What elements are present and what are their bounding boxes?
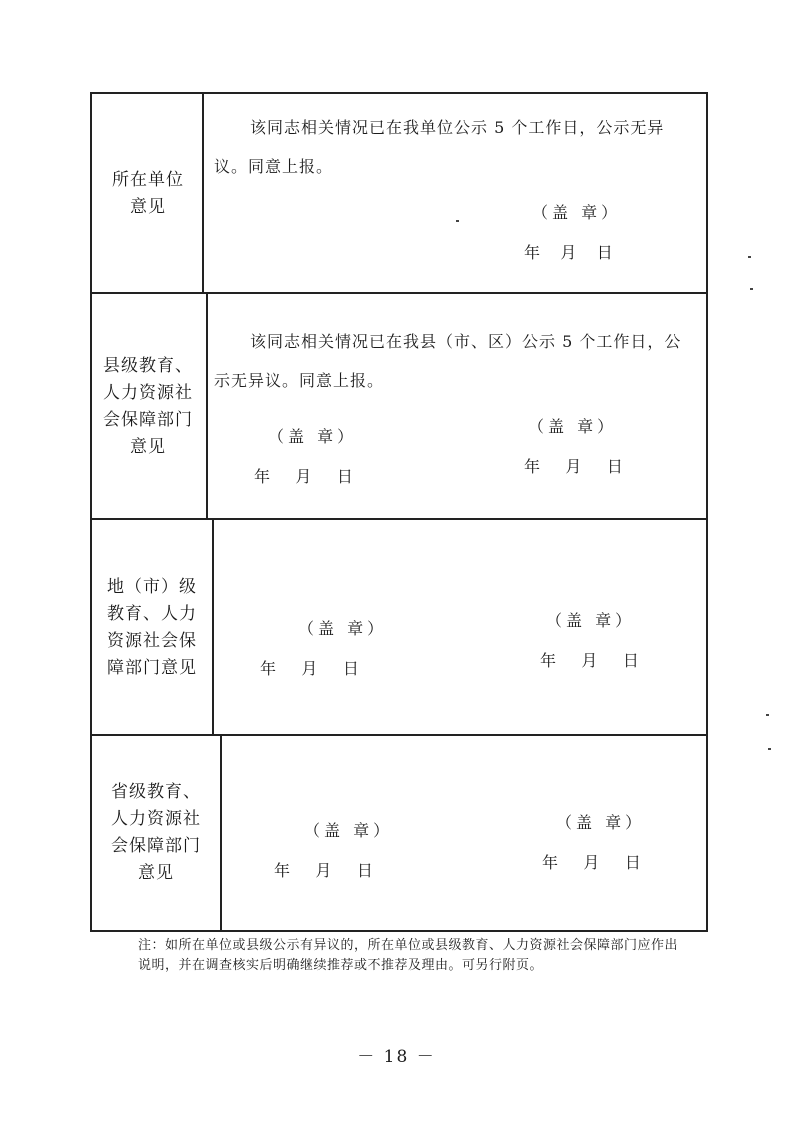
seal-label-right: （盖 章） (556, 813, 646, 832)
row-label-text: 县级教育、 人力资源社 会保障部门 意见 (103, 356, 193, 457)
date-line-right: 年 月 日 (540, 651, 639, 670)
publicity-statement: 该同志相关情况已在我单位公示 5 个工作日，公示无异议。同意上报。 (214, 118, 665, 176)
scan-speck (456, 220, 459, 222)
content-cell-county-opinion (206, 294, 706, 520)
row-label-text: 省级教育、 人力资源社 会保障部门 意见 (111, 782, 201, 883)
seal-label-left: （盖 章） (298, 619, 388, 638)
publicity-statement: 该同志相关情况已在我县（市、区）公示 5 个工作日，公示无异议。同意上报。 (214, 332, 682, 390)
row-label-text: 所在单位 意见 (112, 170, 184, 217)
page-number: － 18 － (357, 1047, 436, 1067)
seal-label-right: （盖 章） (546, 611, 636, 630)
table-row-province-opinion (90, 734, 708, 932)
row-label-province-opinion (92, 736, 220, 930)
scan-speck (748, 256, 751, 258)
date-line-left: 年 月 日 (274, 861, 373, 880)
table-row-county-opinion (90, 292, 708, 520)
seal-label-left: （盖 章） (268, 427, 358, 446)
date-line-left: 年 月 日 (254, 467, 353, 486)
content-cell-province-opinion (222, 736, 706, 930)
row-label-prefecture-opinion (92, 520, 212, 736)
scan-speck (750, 288, 753, 290)
approval-opinion-table (90, 92, 708, 930)
table-row-unit-opinion (90, 92, 708, 294)
row-label-county-opinion (92, 294, 204, 520)
row-label-text: 地（市）级 教育、人力 资源社会保 障部门意见 (107, 577, 197, 678)
table-row-prefecture-opinion (90, 518, 708, 736)
scan-speck (766, 714, 769, 716)
date-line-right: 年 月 日 (542, 853, 641, 872)
seal-label-left: （盖 章） (304, 821, 394, 840)
seal-label-right: （盖 章） (528, 417, 618, 436)
content-cell-unit-opinion (206, 94, 706, 294)
seal-label: （盖 章） (532, 203, 622, 222)
footnote: 注：如所在单位或县级公示有异议的，所在单位或县级教育、人力资源社会保障部门应作出说明，并在调查核实后明确继续推荐或不推荐及理由。可另行附页。 (138, 938, 679, 973)
row-label-unit-opinion (92, 94, 204, 294)
content-cell-prefecture-opinion (214, 520, 706, 736)
date-line: 年 月 日 (524, 243, 613, 262)
date-line-right: 年 月 日 (524, 457, 623, 476)
scan-speck (768, 748, 771, 750)
date-line-left: 年 月 日 (260, 659, 359, 678)
